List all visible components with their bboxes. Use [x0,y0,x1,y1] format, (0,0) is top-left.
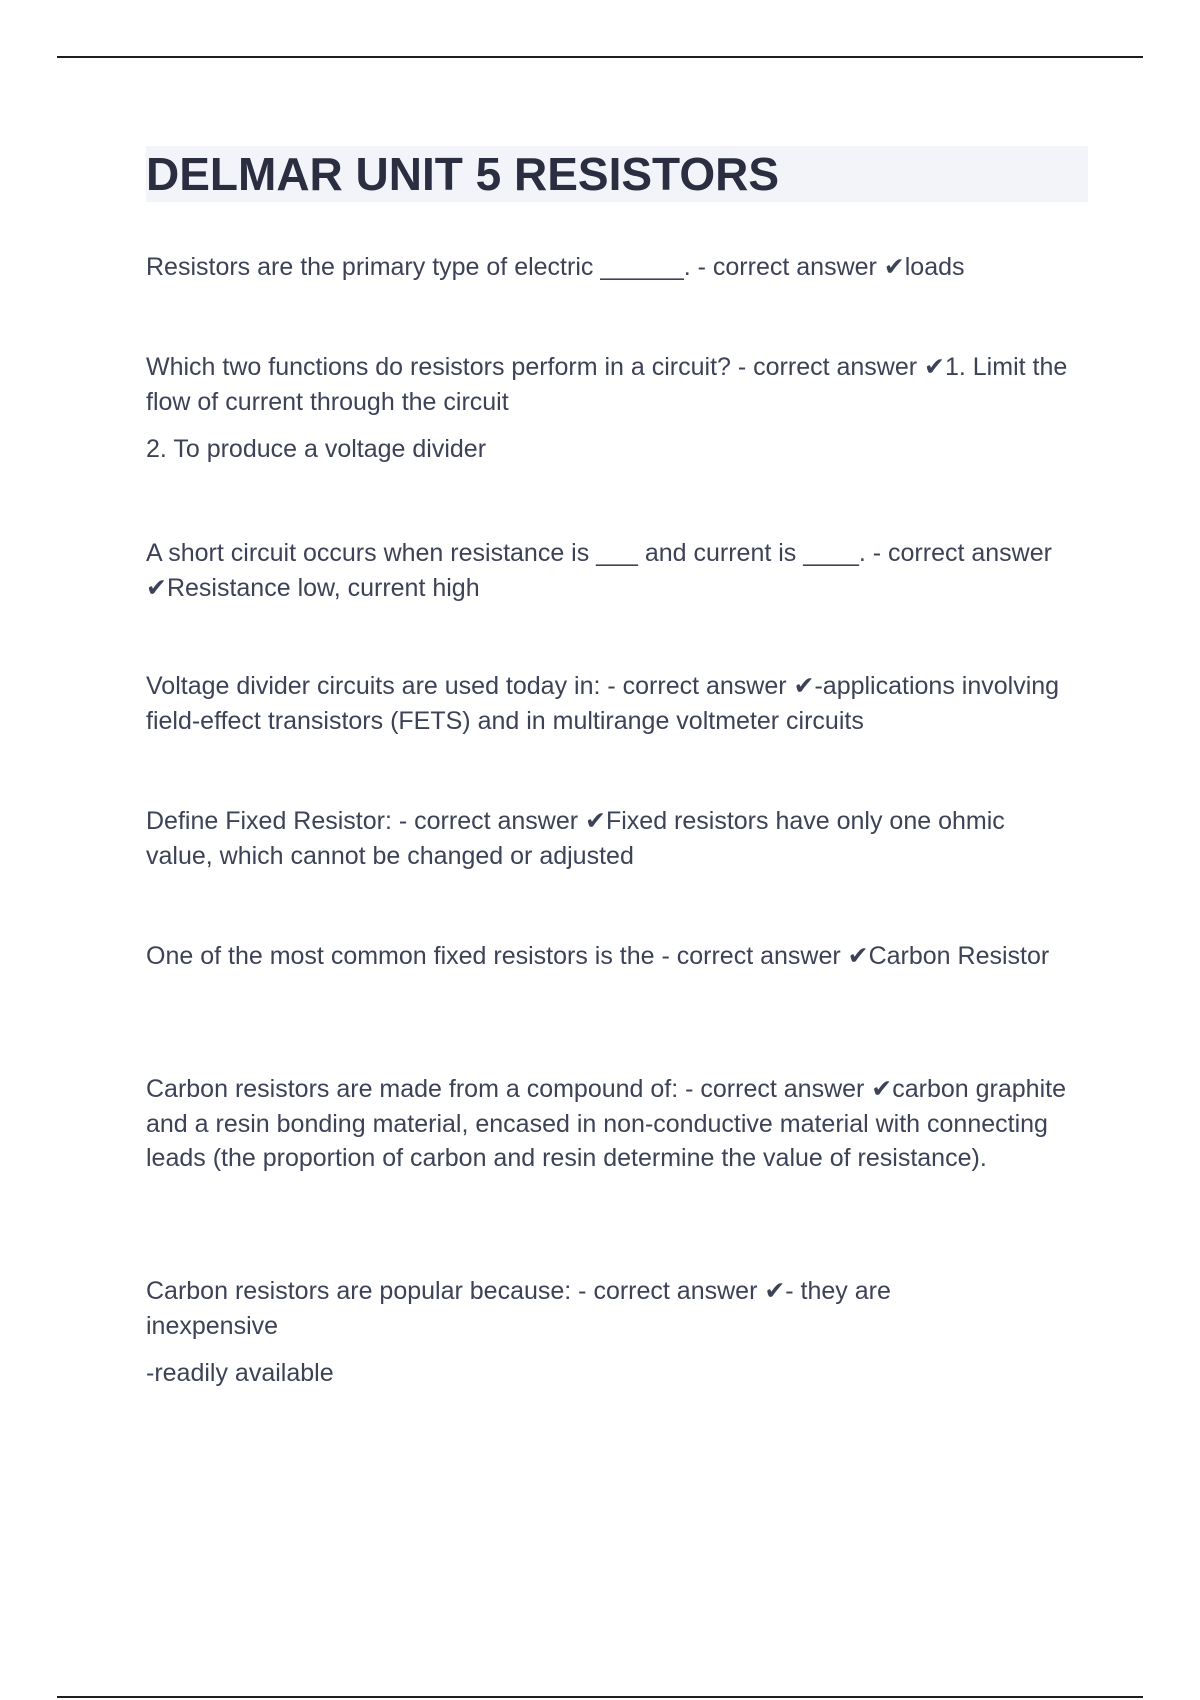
qa-extra: -readily available [146,1359,334,1387]
qa-item-7 [146,1072,1106,1176]
top-rule [57,56,1143,58]
qa-text: A short circuit occurs when resistance is ___ and current is ____. - correct answer ✔Resistance low, current high [146,539,1052,602]
page-title: DELMAR UNIT 5 RESISTORS [146,148,779,200]
qa-item-2 [146,350,1086,467]
qa-text: Voltage divider circuits are used today in: - correct answer ✔-applications involving field-effect transistors (FETS) and in multirange voltmeter circuits [146,672,1060,735]
qa-item-6 [146,939,1066,974]
qa-text: Resistors are the primary type of electric ______. - correct answer ✔loads [146,253,965,281]
qa-item-5 [146,804,1046,873]
qa-text: Carbon resistors are popular because: - correct answer ✔- they are inexpensive [146,1277,891,1340]
qa-text: One of the most common fixed resistors is the - correct answer ✔Carbon Resistor [146,942,1050,970]
qa-text: Define Fixed Resistor: - correct answer ✔Fixed resistors have only one ohmic value, which cannot be changed or adjusted [146,807,1005,870]
qa-item-3 [146,536,1066,605]
qa-item-1 [146,250,1106,285]
qa-extra: 2. To produce a voltage divider [146,435,487,463]
qa-item-8 [146,1274,1026,1391]
bottom-rule [57,1696,1143,1698]
qa-text: Which two functions do resistors perform in a circuit? - correct answer ✔1. Limit the flow of current through the circuit [146,353,1068,416]
qa-item-4 [146,669,1066,738]
qa-text: Carbon resistors are made from a compound of: - correct answer ✔carbon graphite and a resin bonding material, encased in non-conductive material with connecting leads (the proportion of carbon and resin determine the value of resistance). [146,1075,1066,1172]
